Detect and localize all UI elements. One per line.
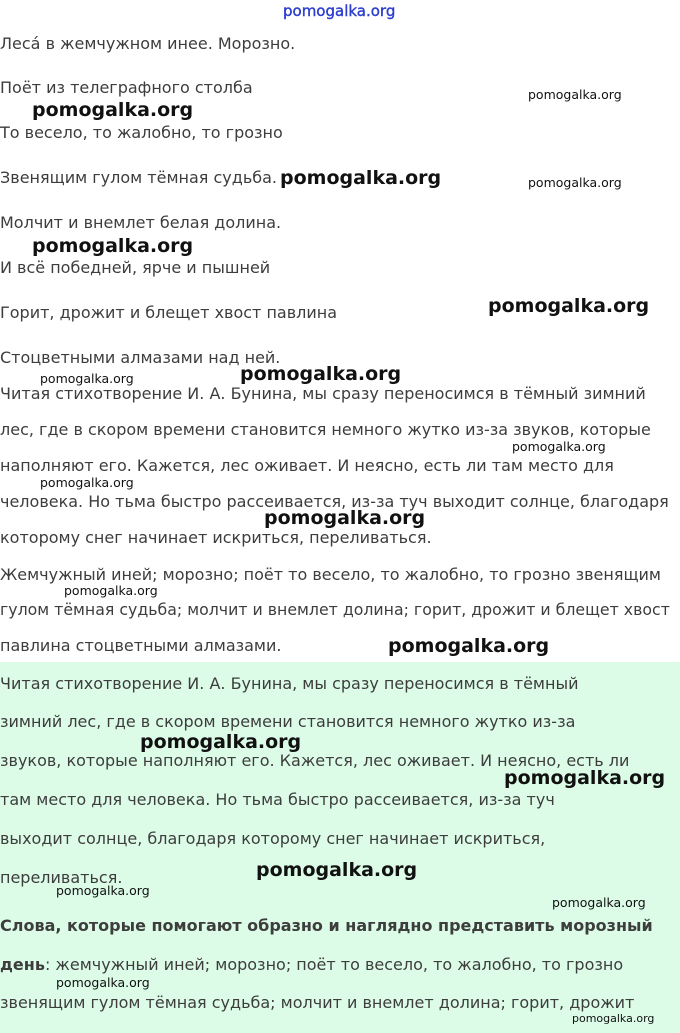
answer-line: зимний лес, где в скором времени становится немного жутко из-за [0, 712, 576, 731]
poem-line: И всё победней, ярче и пышней [0, 258, 271, 277]
watermark: pomogalka.org [528, 87, 622, 102]
watermark: pomogalka.org [32, 235, 194, 257]
watermark: pomogalka.org [280, 167, 442, 189]
paragraph-line: Жемчужный иней; морозно; поёт то весело, то жалобно, то грозно звенящим [0, 565, 661, 584]
answer-line: выходит солнце, благодаря которому снег начинает искриться, [0, 829, 546, 848]
answer-line: звуков, которые наполняют его. Кажется, лес оживает. И неясно, есть ли [0, 751, 630, 770]
watermark: pomogalka.org [488, 295, 650, 317]
watermark: pomogalka.org [64, 583, 158, 598]
poem-line: Звенящим гулом тёмная судьба. [0, 168, 278, 187]
watermark: pomogalka.org [32, 99, 194, 121]
paragraph-line: лес, где в скором времени становится немного жутко из-за звуков, которые [0, 420, 651, 439]
watermark: pomogalka.org [40, 475, 134, 490]
paragraph-line: гулом тёмная судьба; молчит и внемлет долина; горит, дрожит и блещет хвост [0, 600, 670, 619]
watermark: pomogalka.org [240, 363, 402, 385]
watermark: pomogalka.org [572, 1012, 655, 1025]
answer-line: переливаться. [0, 868, 123, 887]
answer-line: там место для человека. Но тьма быстро рассеивается, из-за туч [0, 790, 555, 809]
paragraph-line: наполняют его. Кажется, лес оживает. И неясно, есть ли там место для [0, 456, 614, 475]
watermark: pomogalka.org [552, 895, 646, 910]
watermark: pomogalka.org [140, 731, 302, 753]
answer-line: Читая стихотворение И. А. Бунина, мы сразу переносимся в тёмный [0, 674, 579, 693]
poem-line: Леса́ в жемчужном инее. Морозно. [0, 34, 296, 53]
watermark: pomogalka.org [388, 635, 550, 657]
paragraph-line: человека. Но тьма быстро рассеивается, из-за туч выходит солнце, благодаря [0, 492, 669, 511]
answer-line [0, 955, 623, 975]
paragraph-line: которому снег начинает искриться, переливаться. [0, 528, 432, 547]
poem-line: Горит, дрожит и блещет хвост павлина [0, 303, 338, 322]
watermark: pomogalka.org [528, 175, 622, 190]
watermark: pomogalka.org [512, 439, 606, 454]
answer-heading-tail: день [0, 955, 45, 974]
answer-line: звенящим гулом тёмная судьба; молчит и внемлет долина; горит, дрожит [0, 993, 635, 1012]
poem-line: То весело, то жалобно, то грозно [0, 123, 283, 142]
watermark: pomogalka.org [56, 975, 150, 990]
paragraph-line: павлина стоцветными алмазами. [0, 636, 282, 655]
poem-line: Поёт из телеграфного столба [0, 78, 253, 97]
watermark-top: pomogalka.org [283, 2, 396, 20]
paragraph-line: Читая стихотворение И. А. Бунина, мы сразу переносимся в тёмный зимний [0, 384, 646, 403]
watermark: pomogalka.org [40, 371, 134, 386]
answer-tail-rest: : жемчужный иней; морозно; поёт то весело, то жалобно, то грозно [44, 955, 624, 974]
poem-line: Молчит и внемлет белая долина. [0, 213, 282, 232]
watermark: pomogalka.org [56, 883, 150, 898]
watermark: pomogalka.org [256, 859, 418, 881]
watermark: pomogalka.org [504, 767, 666, 789]
answer-heading-line: Слова, которые помогают образно и наглядно представить морозный [0, 916, 653, 935]
watermark: pomogalka.org [264, 507, 426, 529]
poem-line: Стоцветными алмазами над ней. [0, 348, 281, 367]
